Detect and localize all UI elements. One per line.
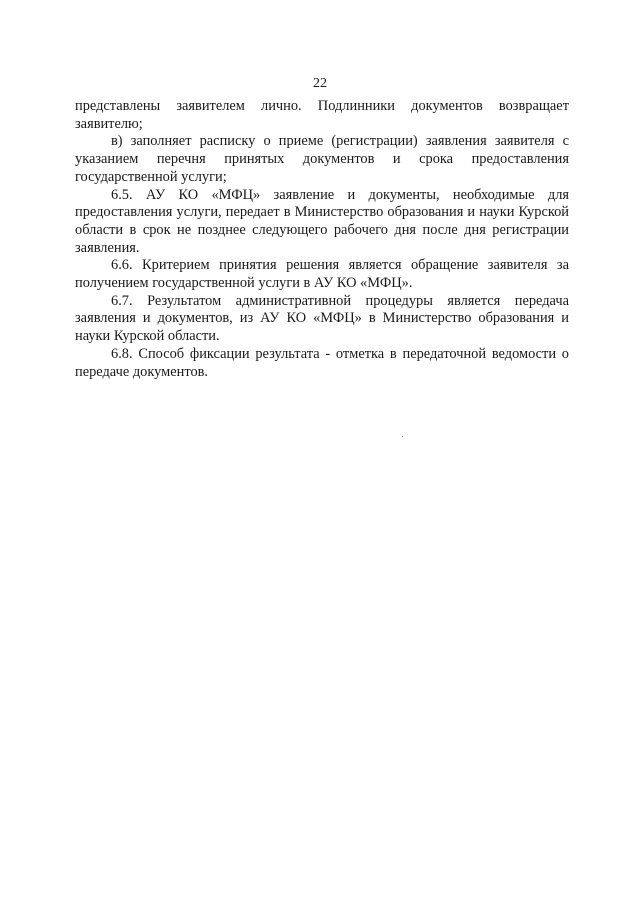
scan-speck [402, 436, 403, 437]
page-number: 22 [313, 76, 327, 91]
paragraph-6-6: 6.6. Критерием принятия решения является обращение заявителя за получением государственной услуги в АУ КО «МФЦ». [75, 257, 569, 292]
document-body [75, 98, 569, 381]
paragraph-item-v: в) заполняет расписку о приеме (регистрации) заявления заявителя с указанием перечня принятых документов и срока предоставления государственной услуги; [75, 133, 569, 185]
paragraph-6-7: 6.7. Результатом административной процедуры является передача заявления и документов, из АУ КО «МФЦ» в Министерство образования и науки Курской области. [75, 292, 569, 345]
paragraph-6-8: 6.8. Способ фиксации результата - отметка в передаточной ведомости о передаче документов. [75, 345, 569, 380]
paragraph-continuation: представлены заявителем лично. Подлинники документов возвращает заявителю; [75, 98, 569, 132]
paragraph-6-5: 6.5. АУ КО «МФЦ» заявление и документы, необходимые для предоставления услуги, передает в Министерство образования и науки Курской области в срок не позднее следующего рабочего дня после дня регистрации заявления. [75, 186, 569, 256]
